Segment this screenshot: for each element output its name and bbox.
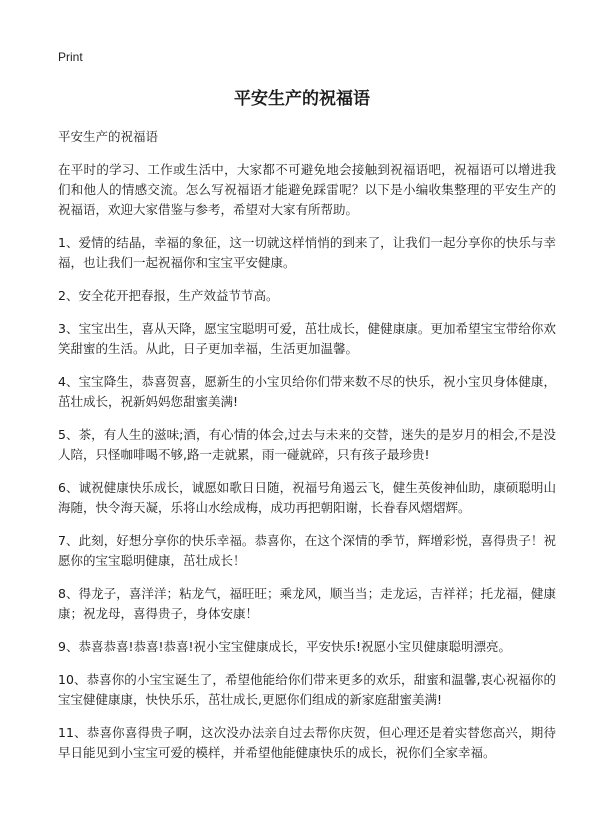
- list-item: 4、宝宝降生，恭喜贺喜，愿新生的小宝贝给你们带来数不尽的快乐，祝小宝贝身体健康，茁壮成长，祝新妈妈您甜蜜美满!: [58, 374, 556, 409]
- list-item: 10、恭喜你的小宝宝诞生了，希望他能给你们带来更多的欢乐，甜蜜和温馨,衷心祝福你的宝宝健健康康，快快乐乐，茁壮成长,更愿你们组成的新家庭甜蜜美满!: [58, 672, 556, 707]
- list-item: 6、诚祝健康快乐成长，诚愿如歌日日随，祝福号角遏云飞，健生英俊神仙助，康硕聪明山海随，快令海天凝，乐将山水绘成梅，成功再把朝阳谢，长眷春风熠熠辉。: [58, 480, 556, 515]
- list-item: 7、此刻，好想分享你的快乐幸福。恭喜你，在这个深情的季节，辉增彩悦，喜得贵子！祝愿你的宝宝聪明健康，茁壮成长！: [58, 533, 556, 568]
- intro-paragraph: 在平时的学习、工作或生活中，大家都不可避免地会接触到祝福语吧，祝福语可以增进我们和他人的情感交流。怎么写祝福语才能避免踩雷呢？以下是小编收集整理的平安生产的祝福语，欢迎大家借鉴与参考，希望对大家有所帮助。: [58, 162, 556, 217]
- list-item: 3、宝宝出生，喜从天降，愿宝宝聪明可爱，茁壮成长，健健康康。更加希望宝宝带给你欢笑甜蜜的生活。从此，日子更加幸福，生活更加温馨。: [58, 321, 556, 356]
- list-item: 11、恭喜你喜得贵子啊，这次没办法亲自过去帮你庆贺，但心理还是着实替您高兴，期待早日能见到小宝宝可爱的模样，并希望他能健康快乐的成长，祝你们全家幸福。: [58, 725, 556, 760]
- list-item: 5、茶，有人生的滋味;酒，有心情的体会,过去与未来的交替，迷失的是岁月的相会,不是没人陪，只怪咖啡喝不够,路一走就累，雨一碰就碎，只有孩子最珍贵!: [58, 427, 556, 462]
- article-subtitle: 平安生产的祝福语: [58, 129, 159, 144]
- list-item: 1、爱情的结晶，幸福的象征，这一切就这样悄悄的到来了，让我们一起分享你的快乐与幸福，也让我们一起祝福你和宝宝平安健康。: [58, 235, 556, 270]
- print-link[interactable]: Print: [58, 50, 83, 64]
- page-title: 平安生产的祝福语: [234, 89, 370, 109]
- blessing-list: [58, 233, 556, 763]
- list-item: 9、恭喜恭喜!恭喜!恭喜!祝小宝宝健康成长，平安快乐!祝愿小宝贝健康聪明漂亮。: [58, 639, 511, 654]
- list-item: 2、安全花开把春报，生产效益节节高。: [58, 288, 279, 303]
- list-item: 8、得龙子，喜洋洋；粘龙气，福旺旺；乘龙风，顺当当；走龙运，吉祥祥；托龙福，健康康；祝龙母，喜得贵子，身体安康！: [58, 586, 556, 621]
